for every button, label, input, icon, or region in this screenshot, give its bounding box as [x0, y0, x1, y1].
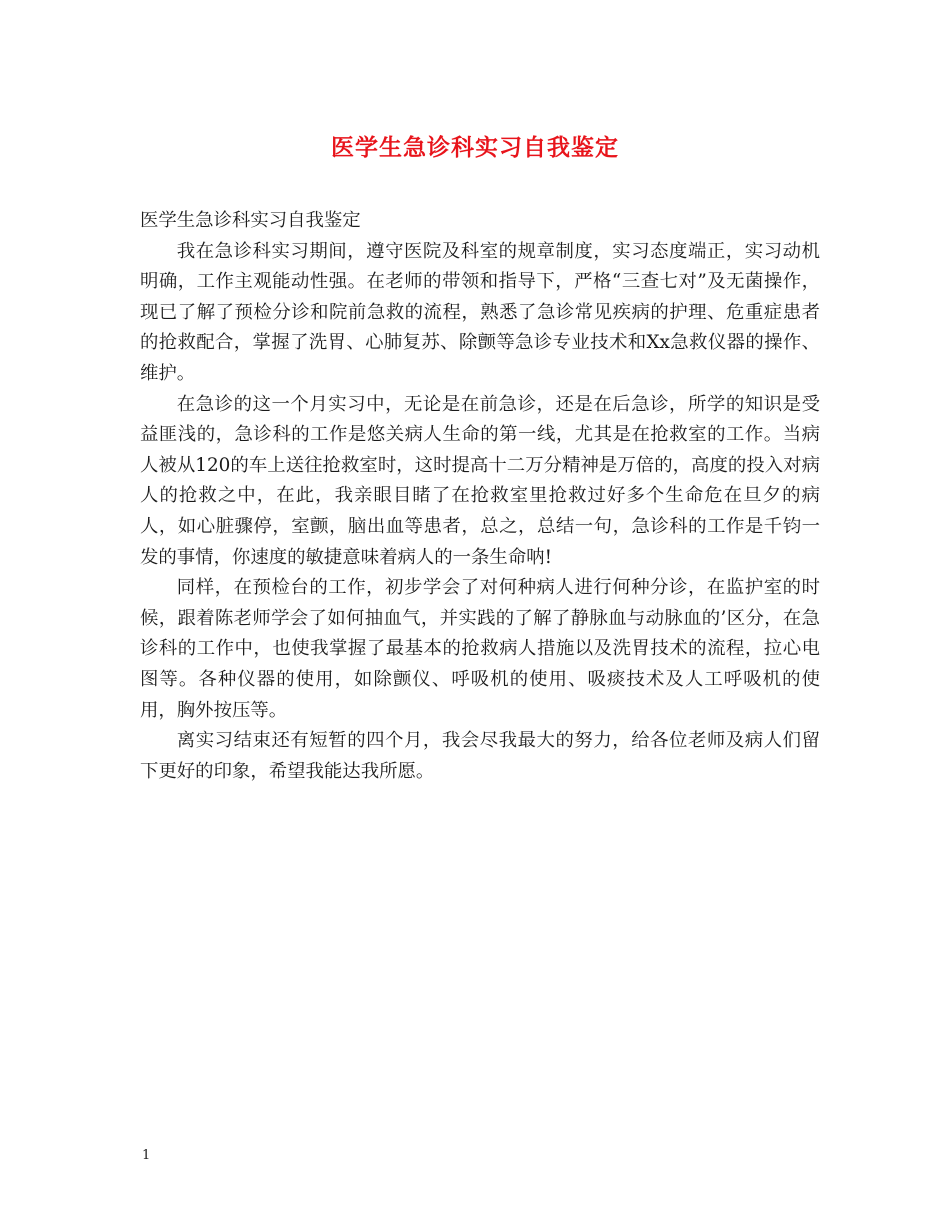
page-number: 1	[142, 1148, 151, 1163]
paragraph-1: 我在急诊科实习期间，遵守医院及科室的规章制度，实习态度端正，实习动机明确，工作主观能动性强。在老师的带领和指导下，严格“三查七对”及无菌操作，现已了解了预检分诊和院前急救的流程，熟悉了急诊常见疾病的护理、危重症患者的抢救配合，掌握了洗胃、心肺复苏、除颤等急诊专业技术和Xx急救仪器的操作、维护。	[140, 240, 820, 384]
paragraph-4: 离实习结束还有短暂的四个月，我会尽我最大的努力，给各位老师及病人们留下更好的印象，希望我能达我所愿。	[140, 730, 820, 782]
document-subtitle: 医学生急诊科实习自我鉴定	[140, 210, 361, 231]
paragraph-2: 在急诊的这一个月实习中，无论是在前急诊，还是在后急诊，所学的知识是受益匪浅的，急诊科的工作是悠关病人生命的第一线，尤其是在抢救室的工作。当病人被从120的车上送往抢救室时，这时提高十二万分精神是万倍的，高度的投入对病人的抢救之中，在此，我亲眼目睹了在抢救室里抢救过好多个生命危在旦夕的病人，如心脏骤停，室颤，脑出血等患者，总之，总结一句，急诊科的工作是千钧一发的事情，你速度的敏捷意味着病人的一条生命呐!	[140, 393, 820, 568]
document-title: 医学生急诊科实习自我鉴定	[331, 134, 619, 161]
document-body	[140, 206, 820, 787]
paragraph-3: 同样，在预检台的工作，初步学会了对何种病人进行何种分诊，在监护室的时候，跟着陈老师学会了如何抽血气，并实践的了解了静脉血与动脉血的’区分，在急诊科的工作中，也使我掌握了最基本的抢救病人措施以及洗胃技术的流程，拉心电图等。各种仪器的使用，如除颤仪、呼吸机的使用、吸痰技术及人工呼吸机的使用，胸外按压等。	[140, 577, 820, 721]
